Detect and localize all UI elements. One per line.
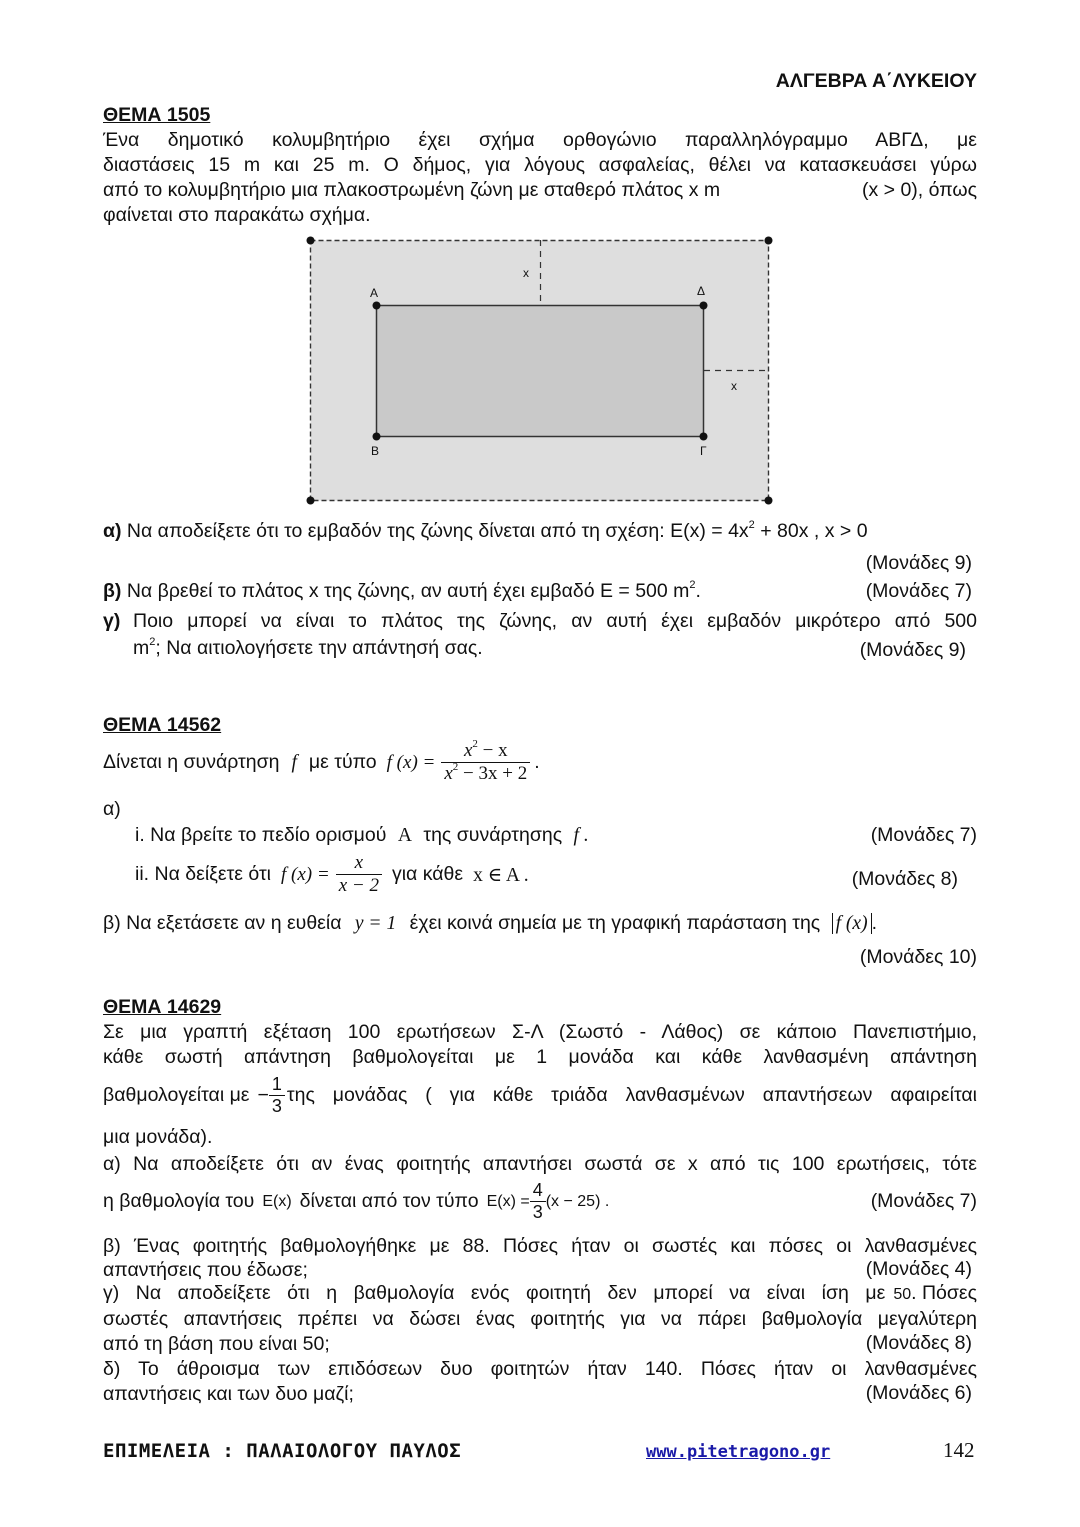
- vertex-dot: [700, 433, 708, 441]
- question-a-ii: ii. Να δείξετε ότι f (x) = $\frac{x}{x - 2}$ για κάθε x ∈ A .: [135, 852, 529, 896]
- function-definition: Δίνεται η συνάρτηση f με τύπο f (x) = $\frac{x^2 - x}{x^2 - 3x + 2}$ .: [103, 738, 540, 784]
- marks-b-14562: (Μονάδες 10): [859, 946, 977, 968]
- page-number: 142: [943, 1438, 975, 1462]
- question-d-14629-line1: δ) Το άθροισμα των επιδόσεων δυο φοιτητών ήταν 140. Πόσες ήταν οι λανθασμένες: [103, 1358, 977, 1380]
- marks-d-14629: (Μονάδες 6): [865, 1382, 972, 1404]
- four-thirds-fraction: $\frac{4}{3}$: [530, 1180, 546, 1223]
- marks-b-14629: (Μονάδες 4): [865, 1258, 972, 1280]
- pool-rect: [377, 306, 704, 437]
- intro-line: διαστάσεις 15 m και 25 m. Ο δήμος, για λόγους ασφαλείας, θέλει να κατασκευάσει γύρω: [103, 154, 977, 176]
- question-c: γ) Ποιο μπορεί να είναι το πλάτος της ζώνης, αν αυτή έχει εμβαδόν μικρότερο από 500 $m^2$; Να αιτιολογήσετε την απάντησή σας.: [103, 610, 977, 659]
- footer-website-link[interactable]: www.pitetragono.gr: [646, 1442, 831, 1462]
- question-a: α) Να αποδείξετε ότι το εμβαδόν της ζώνης δίνεται από τη σχέση: $E(x) = 4x^2 + 80x$ , x > 0: [103, 519, 868, 542]
- marks-a: (Μονάδες 9): [865, 552, 972, 574]
- vertex-label-a: Α: [370, 286, 379, 300]
- vertex-dot: [307, 497, 315, 505]
- question-a-i: i. Να βρείτε το πεδίο ορισμού A της συνάρτησης f .: [135, 824, 589, 846]
- vertex-dot: [765, 497, 773, 505]
- question-c-14629-line1: γ) Να αποδείξετε ότι η βαθμολογία ενός φοιτητή δεν μπορεί να είναι ίση με 50 . Πόσες: [103, 1282, 977, 1304]
- marks-a-i: (Μονάδες 7): [870, 824, 977, 846]
- question-d-14629-line2: απαντήσεις και των δυο μαζί;: [103, 1383, 354, 1405]
- footer-editor: ΕΠΙΜΕΛΕΙΑ : ΠΑΛΑΙΟΛΟΓΟΥ ΠΑΥΛΟΣ: [103, 1440, 462, 1462]
- question-a-14629-line2: η βαθμολογία του E(x) δίνεται από τον τύπο E(x) = $\frac{4}{3}$ (x − 25) .: [103, 1180, 610, 1222]
- vertex-label-b: Β: [371, 444, 380, 458]
- vertex-dot: [307, 237, 315, 245]
- vertex-dot: [373, 302, 381, 310]
- vertex-dot: [765, 237, 773, 245]
- document-header: ΑΛΓΕΒΡΑ Α΄ΛΥΚΕΙΟΥ: [775, 70, 977, 92]
- question-a-14629-line1: α) Να αποδείξετε ότι αν ένας φοιτητής απαντήσει σωστά σε x από τις 100 ερωτήσεις, τότε: [103, 1153, 977, 1175]
- question-b-14562: β) Να εξετάσετε αν η ευθεία y = 1 έχει κοινά σημεία με τη γραφική παράσταση της f (x) .: [103, 912, 877, 934]
- theme-1505-intro: [103, 128, 977, 228]
- vertex-dot: [700, 302, 708, 310]
- width-label-top: x: [523, 266, 529, 280]
- vertex-dot: [373, 433, 381, 441]
- marks-a-14629: (Μονάδες 7): [870, 1190, 977, 1212]
- theme-14629-line4: μια μονάδα).: [103, 1126, 213, 1148]
- question-b-14629-line2: απαντήσεις που έδωσε;: [103, 1259, 308, 1281]
- theme-14629-title: ΘΕΜΑ 14629: [103, 996, 222, 1018]
- vertex-label-g: Γ: [700, 444, 707, 458]
- question-b: β) Να βρεθεί το πλάτος x της ζώνης, αν αυτή έχει εμβαδό E = 500 $m^2$.: [103, 579, 701, 602]
- theme-1505-title: ΘΕΜΑ 1505: [103, 104, 211, 126]
- marks-b: (Μονάδες 7): [865, 580, 972, 602]
- theme-14562-title: ΘΕΜΑ 14562: [103, 714, 222, 736]
- intro-line: από το κολυμβητήριο μια πλακοστρωμένη ζώνη με σταθερό πλάτος x m (x > 0), όπως: [103, 179, 977, 201]
- question-b-14629-line1: β) Ένας φοιτητής βαθμολογήθηκε με 88. Πόσες ήταν οι σωστές και πόσες οι λανθασμένες: [103, 1235, 977, 1257]
- intro-line: φαίνεται στο παρακάτω σχήμα.: [103, 204, 371, 226]
- question-c-14629-line3: από τη βάση που είναι 50;: [103, 1333, 330, 1355]
- part-a-label: α): [103, 798, 121, 820]
- simplified-fraction: $\frac{x}{x - 2}$: [336, 852, 382, 897]
- theme-14629-line3: βαθμολογείται με − $\frac{1}{3}$ της μονάδας ( για κάθε τριάδα λανθασμένων απαντήσεων αφαιρείται: [103, 1074, 977, 1116]
- intro-line: Ένα δημοτικό κολυμβητήριο έχει σχήμα ορθογώνιο παραλληλόγραμμο ΑΒΓΔ, με: [103, 129, 977, 151]
- width-label-right: x: [731, 379, 737, 393]
- vertex-label-d: Δ: [697, 284, 706, 298]
- function-fraction: $\frac{x^2 - x}{x^2 - 3x + 2}$: [441, 740, 530, 785]
- one-third-fraction: $\frac{1}{3}$: [269, 1074, 285, 1117]
- marks-a-ii: (Μονάδες 8): [851, 868, 958, 890]
- marks-c: (Μονάδες 9): [859, 639, 966, 661]
- pool-figure: [300, 232, 780, 507]
- marks-c-14629: (Μονάδες 8): [865, 1332, 972, 1354]
- theme-14629-intro: Σε μια γραπτή εξέταση 100 ερωτήσεων Σ-Λ (Σωστό - Λάθος) σε κάποιο Πανεπιστήμιο, κάθε σωστή απάντηση βαθμολογείται με 1 μονάδα και κάθε λανθασμένη απάντηση: [103, 1021, 977, 1068]
- question-c-14629-line2: σωστές απαντήσεις πρέπει να δώσει ένας φοιτητής για να πάρει βαθμολογία μεγαλύτερη: [103, 1308, 977, 1330]
